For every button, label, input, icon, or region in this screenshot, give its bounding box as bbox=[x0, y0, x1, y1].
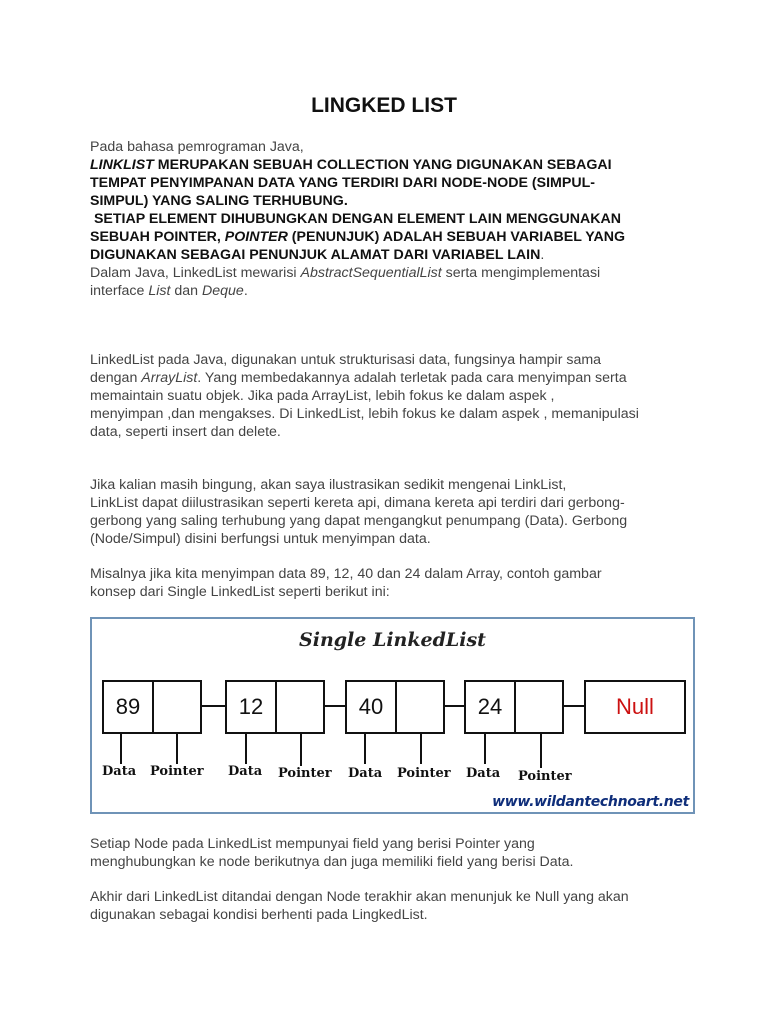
definition-line: SIMPUL) YANG SALING TERHUBUNG. bbox=[90, 193, 348, 209]
definition-line bbox=[90, 156, 690, 174]
paragraph-line: Jika kalian masih bingung, akan saya ilustrasikan sedikit mengenai LinkList, bbox=[90, 477, 567, 493]
data-leader-line bbox=[484, 734, 486, 764]
definition-line bbox=[90, 246, 690, 264]
paragraph-line: gerbong yang saling terhubung yang dapat mengangkut penumpang (Data). Gerbong bbox=[90, 513, 628, 529]
definition-text: (PENUNJUK) ADALAH SEBUAH VARIABEL YANG bbox=[287, 229, 625, 245]
data-label: Data bbox=[228, 764, 263, 779]
inherit-text: interface bbox=[90, 283, 149, 299]
pointer-leader-line bbox=[300, 734, 302, 766]
link-line bbox=[564, 705, 584, 707]
paragraph-line: (Node/Simpul) disini berfungsi untuk menyimpan data. bbox=[90, 531, 431, 547]
page-title: LINGKED LIST bbox=[311, 94, 457, 117]
paragraph-line: konsep dari Single LinkedList seperti berikut ini: bbox=[90, 584, 390, 600]
data-leader-line bbox=[245, 734, 247, 764]
arraylist-term: ArrayList bbox=[141, 370, 198, 386]
pointer-term: POINTER bbox=[224, 229, 288, 245]
paragraph-line: digunakan sebagai kondisi berhenti pada LingkedList. bbox=[90, 907, 428, 923]
node-pointer-cell bbox=[154, 682, 200, 732]
definition-text: MERUPAKAN SEBUAH COLLECTION YANG DIGUNAKAN SEBAGAI bbox=[153, 157, 612, 173]
list-term: List bbox=[148, 283, 171, 299]
definition-text: SEBUAH POINTER, bbox=[90, 229, 225, 245]
paragraph-line: Akhir dari LinkedList ditandai dengan Node terakhir akan menunjuk ke Null yang akan bbox=[90, 889, 629, 905]
paragraph-line: Setiap Node pada LinkedList mempunyai field yang berisi Pointer yang bbox=[90, 836, 535, 852]
link-line bbox=[445, 705, 464, 707]
data-leader-line bbox=[364, 734, 366, 764]
pointer-label: Pointer bbox=[278, 766, 332, 781]
paragraph-text: dengan bbox=[90, 370, 142, 386]
inherit-text: Dalam Java, LinkedList mewarisi bbox=[90, 265, 301, 281]
node-89 bbox=[102, 680, 202, 734]
paragraph-text: . Yang membedakannya adalah terletak pada cara menyimpan serta bbox=[197, 370, 627, 386]
data-label: Data bbox=[348, 766, 383, 781]
arraylist-comparison-paragraph bbox=[90, 351, 690, 441]
example-paragraph bbox=[90, 565, 690, 601]
null-node: Null bbox=[584, 680, 686, 734]
intro-line: Pada bahasa pemrograman Java, bbox=[90, 139, 304, 155]
link-line bbox=[325, 705, 345, 707]
node-data-cell: 24 bbox=[466, 682, 516, 732]
train-analogy-paragraph bbox=[90, 476, 690, 548]
abstract-sequential-list-term: AbstractSequentialList bbox=[300, 265, 442, 281]
intro-paragraph bbox=[90, 138, 690, 300]
paragraph-line: menghubungkan ke node berikutnya dan juga memiliki field yang berisi Data. bbox=[90, 854, 574, 870]
paragraph-line: data, seperti insert dan delete. bbox=[90, 424, 281, 440]
paragraph-line: Misalnya jika kita menyimpan data 89, 12, 40 dan 24 dalam Array, contoh gambar bbox=[90, 566, 602, 582]
node-fields-paragraph bbox=[90, 835, 690, 871]
definition-line: SETIAP ELEMENT DIHUBUNGKAN DENGAN ELEMENT LAIN MENGGUNAKAN bbox=[90, 211, 621, 227]
pointer-leader-line bbox=[420, 734, 422, 764]
node-pointer-cell bbox=[397, 682, 443, 732]
paragraph-line: LinkedList pada Java, digunakan untuk strukturisasi data, fungsinya hampir sama bbox=[90, 352, 602, 368]
node-pointer-cell bbox=[277, 682, 323, 732]
data-leader-line bbox=[120, 734, 122, 764]
node-data-cell: 40 bbox=[347, 682, 397, 732]
pointer-label: Pointer bbox=[397, 766, 451, 781]
node-data-cell: 89 bbox=[104, 682, 154, 732]
diagram-title: Single LinkedList bbox=[299, 629, 486, 651]
watermark-url: www.wildantechnoart.net bbox=[492, 794, 689, 810]
pointer-leader-line bbox=[540, 734, 542, 768]
node-pointer-cell bbox=[516, 682, 562, 732]
inherit-text: . bbox=[243, 283, 248, 299]
inherit-line bbox=[90, 282, 690, 300]
pointer-label: Pointer bbox=[150, 764, 204, 779]
node-24 bbox=[464, 680, 564, 734]
single-linkedlist-diagram bbox=[90, 617, 695, 814]
data-label: Data bbox=[102, 764, 137, 779]
definition-period: . bbox=[540, 247, 545, 263]
definition-line bbox=[90, 228, 690, 246]
paragraph-line bbox=[90, 369, 690, 387]
pointer-leader-line bbox=[176, 734, 178, 764]
linklist-term: LINKLIST bbox=[90, 157, 154, 173]
null-end-paragraph bbox=[90, 888, 690, 924]
node-40 bbox=[345, 680, 445, 734]
link-line bbox=[202, 705, 225, 707]
inherit-text: dan bbox=[170, 283, 202, 299]
deque-term: Deque bbox=[202, 283, 244, 299]
node-12 bbox=[225, 680, 325, 734]
paragraph-line: LinkList dapat diilustrasikan seperti kereta api, dimana kereta api terdiri dari gerbong- bbox=[90, 495, 625, 511]
paragraph-line: menyimpan ,dan mengakses. Di LinkedList, lebih fokus ke dalam aspek , memanipulasi bbox=[90, 406, 639, 422]
data-label: Data bbox=[466, 766, 501, 781]
node-data-cell: 12 bbox=[227, 682, 277, 732]
paragraph-line: memaintain suatu objek. Jika pada ArrayList, lebih fokus ke dalam aspek , bbox=[90, 388, 555, 404]
definition-text: DIGUNAKAN SEBAGAI PENUNJUK ALAMAT DARI VARIABEL LAIN bbox=[90, 247, 541, 263]
pointer-label: Pointer bbox=[518, 769, 572, 784]
definition-line: TEMPAT PENYIMPANAN DATA YANG TERDIRI DARI NODE-NODE (SIMPUL- bbox=[90, 175, 595, 191]
inherit-text: serta mengimplementasi bbox=[441, 265, 601, 281]
inherit-line bbox=[90, 264, 690, 282]
